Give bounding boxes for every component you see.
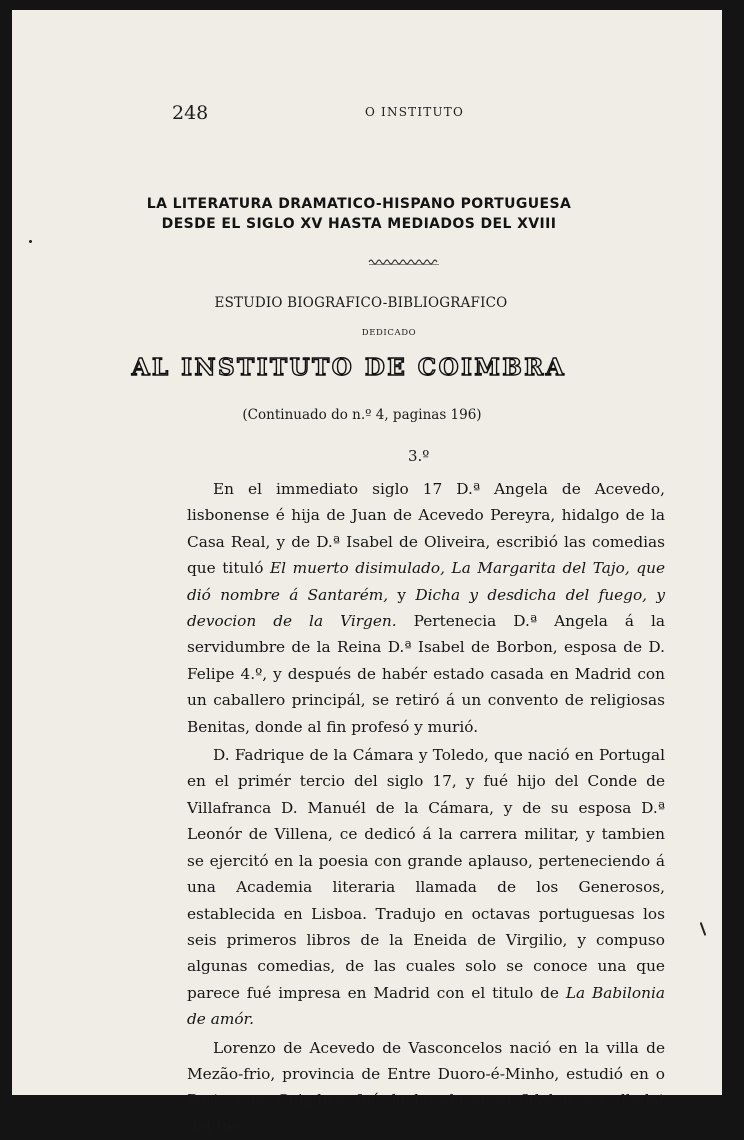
- title-line-1: LA LITERATURA DRAMATICO-HISPANO PORTUGUESA: [146, 196, 572, 212]
- wavy-rule-ornament: [369, 258, 439, 266]
- book-page: [12, 10, 722, 1136]
- body-text: [187, 476, 665, 1140]
- print-speck: [700, 922, 706, 936]
- continuation-note: (Continuado do n.º 4, paginas 196): [242, 407, 482, 423]
- paragraph-text: Pertenecia D.ª Angela á la servidumbre de la Reina D.ª Isabel de Borbon, esposa de D. Felipe 4.º, y después de habér estado casada en Madrid con un caballero principál, se retiró á un convento de religiosas Benitas, donde al fin profesó y murió.: [187, 612, 666, 736]
- body-paragraph: [187, 1035, 665, 1140]
- print-speck: [29, 240, 32, 243]
- paragraph-text: por albalat del Rey: [187, 1091, 665, 1136]
- italic-title-text: mozo fidalgo: [470, 1091, 572, 1110]
- body-paragraph: [187, 476, 665, 740]
- italic-title-text: Dicha y desdicha del fuego, y devocion de la Virgen.: [187, 585, 665, 631]
- italic-title-text: La Babilonia de amór.: [187, 983, 665, 1029]
- running-head: [12, 102, 722, 126]
- italic-title-text: El muerto disimulado, La Margarita del Tajo, que dió nombre á Santarém,: [187, 559, 665, 604]
- dedication-heading: AL INSTITUTO DE COIMBRA: [131, 354, 567, 381]
- journal-name: O INSTITUTO: [365, 105, 465, 119]
- paragraph-text: y: [388, 585, 416, 604]
- body-paragraph: [187, 742, 665, 1032]
- paragraph-text: Lorenzo de Acevedo de Vasconcelos nació en la villa de Mezão-frio, provincia de Entre Duoro-é-Minho, estudió en o Porto y en Coimbra, fué declarado: [187, 1038, 665, 1110]
- section-number: 3.º: [408, 447, 430, 465]
- subtitle: ESTUDIO BIOGRAFICO-BIBLIOGRAFICO: [214, 295, 508, 311]
- paragraph-text: En el immediato siglo 17 D.ª Angela de Acevedo, lisbonense é hija de Juan de Acevedo Pereyra, hidalgo de la Casa Real, y de D.ª Isabel de Oliveira, escribió las comedias que tituló: [187, 480, 665, 578]
- dedication-label: DEDICADO: [361, 328, 417, 338]
- paragraph-text: D. Fadrique de la Cámara y Toledo, que nació en Portugal en el primér tercio del siglo 17, y fué hijo del Conde de Villafranca D. Manuél de la Cámara, y de su esposa D.ª Leonór de Villena, ce dedicó á la carrera militar, y tambien se ejercitó en la poesia con grande aplauso, perteneciendo á una Academia literaria llamada de los Generosos, establecida en Lisboa. Tradujo en octavas portuguesas los seis primeros libros de la Eneida de Virgilio, y compuso algunas comedias, de las cuales solo se conoce una que parece fué impresa en Madrid con el titulo de: [187, 746, 665, 1002]
- page-number: 248: [172, 102, 209, 124]
- title-line-2: DESDE EL SIGLO XV HASTA MEDIADOS DEL XVIII: [161, 216, 557, 232]
- article-title: [4, 194, 714, 234]
